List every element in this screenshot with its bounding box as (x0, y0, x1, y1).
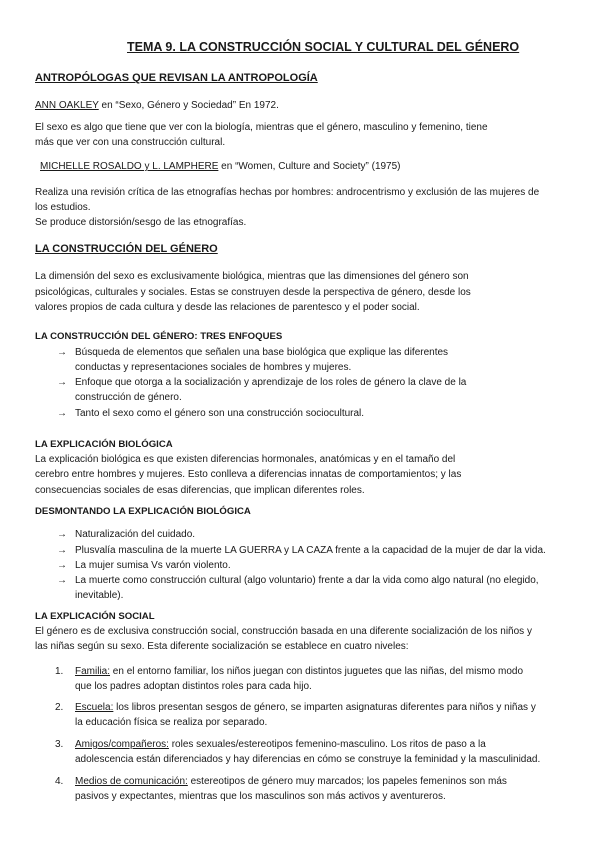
list-item: la educación física se realiza por separado. (75, 717, 268, 728)
paragraph-line: cerebro entre hombres y mujeres. Esto conlleva a diferencias innatas de comportamientos; y las (35, 469, 462, 480)
arrow-bullet-icon: → (57, 408, 67, 419)
paragraph-line: las niñas según su sexo. Esta diferente socialización se establece en cuatro niveles: (35, 641, 409, 652)
list-item: que los padres adoptan distintos roles para cada hijo. (75, 681, 312, 692)
list-number: 1. (55, 666, 64, 677)
list-number: 4. (55, 776, 64, 787)
list-item: Tanto el sexo como el género son una construcción sociocultural. (75, 408, 365, 419)
paragraph-line: consecuencias sociales de esas diferencias, que implican diferentes roles. (35, 485, 365, 496)
list-item: Plusvalía masculina de la muerte LA GUERRA y LA CAZA frente a la capacidad de la mujer de dar la vida. (75, 545, 546, 556)
section-heading-biologica: LA EXPLICACIÓN BIOLÓGICA (35, 439, 173, 450)
paragraph-line: La dimensión del sexo es exclusivamente biológica, mientras que las dimensiones del género son (35, 271, 469, 282)
list-item: conductas y representaciones sociales de hombres y mujeres. (75, 362, 352, 373)
paragraph-line: Realiza una revisión crítica de las etnografías hechas por hombres: androcentrismo y exclusión de las mujeres de (35, 187, 540, 198)
paragraph-line: psicológicas, culturales y sociales. Estas se construyen desde la perspectiva de género, desde los (35, 287, 471, 298)
arrow-bullet-icon: → (57, 575, 67, 586)
list-item: adolescencia están diferenciados y hay diferencias en cómo se construye la feminidad y la masculinidad. (75, 754, 541, 765)
arrow-bullet-icon: → (57, 545, 67, 556)
section-heading-social: LA EXPLICACIÓN SOCIAL (35, 611, 155, 622)
document-title: TEMA 9. LA CONSTRUCCIÓN SOCIAL Y CULTURAL DEL GÉNERO (127, 40, 520, 54)
section-heading-antropologas: ANTROPÓLOGAS QUE REVISAN LA ANTROPOLOGÍA (35, 72, 318, 84)
arrow-bullet-icon: → (57, 347, 67, 358)
reference-text: en “Sexo, Género y Sociedad” En 1972. (98, 100, 279, 111)
arrow-bullet-icon: → (57, 529, 67, 540)
section-heading-desmontando: DESMONTANDO LA EXPLICACIÓN BIOLÓGICA (35, 506, 251, 517)
list-number: 2. (55, 702, 64, 713)
reference-oakley (35, 98, 279, 113)
paragraph-line: Se produce distorsión/sesgo de las etnografías. (35, 217, 247, 228)
reference-rosaldo (40, 159, 401, 174)
list-item: Medios de comunicación: estereotipos de género muy marcados; los papeles femeninos son más (75, 776, 507, 787)
paragraph-line: La explicación biológica es que existen diferencias hormonales, anatómicas y en el tamaño del (35, 454, 456, 465)
list-item: inevitable). (75, 590, 124, 601)
list-term: Medios de comunicación: (75, 776, 188, 787)
paragraph-line: más que ver con una construcción cultural. (35, 137, 226, 148)
arrow-bullet-icon: → (57, 377, 67, 388)
list-item: Búsqueda de elementos que señalen una base biológica que explique las diferentes (75, 347, 449, 358)
list-item: La mujer sumisa Vs varón violento. (75, 560, 231, 571)
list-term: Escuela: (75, 702, 114, 713)
paragraph-line: El género es de exclusiva construcción social, construcción basada en una diferente socialización de los niños y (35, 626, 532, 637)
list-item: Naturalización del cuidado. (75, 529, 196, 540)
list-term: Familia: (75, 666, 111, 677)
section-heading-tres-enfoques: LA CONSTRUCCIÓN DEL GÉNERO: TRES ENFOQUES (35, 331, 283, 342)
reference-text: en “Women, Culture and Society” (1975) (218, 161, 401, 172)
paragraph-line: los estudios. (35, 202, 91, 213)
author-name: MICHELLE ROSALDO y L. LAMPHERE (40, 161, 219, 172)
list-item: construcción de género. (75, 392, 182, 403)
arrow-bullet-icon: → (57, 560, 67, 571)
list-item: pasivos y expectantes, mientras que los masculinos son más activos y aventureros. (75, 791, 446, 802)
list-item: Enfoque que otorga a la socialización y aprendizaje de los roles de género la clave de la (75, 377, 467, 388)
author-name: ANN OAKLEY (35, 100, 99, 111)
paragraph-line: El sexo es algo que tiene que ver con la biología, mientras que el género, masculino y femenino, tiene (35, 122, 488, 133)
list-number: 3. (55, 739, 64, 750)
list-item: Escuela: los libros presentan sesgos de género, se imparten asignaturas diferentes para niños y niñas y (75, 702, 536, 713)
list-item: Amigos/compañeros: roles sexuales/estereotipos femenino-masculino. Los ritos de paso a la (75, 739, 486, 750)
list-item: Familia: en el entorno familiar, los niños juegan con distintos juguetes que las niñas, del mismo modo (75, 666, 524, 677)
section-heading-construccion: LA CONSTRUCCIÓN DEL GÉNERO (35, 243, 218, 255)
list-term: Amigos/compañeros: (75, 739, 169, 750)
paragraph-line: valores propios de cada cultura y desde las relaciones de parentesco y el poder social. (35, 302, 420, 313)
list-item: La muerte como construcción cultural (algo voluntario) frente a dar la vida como algo natural (no elegido, (75, 575, 539, 586)
